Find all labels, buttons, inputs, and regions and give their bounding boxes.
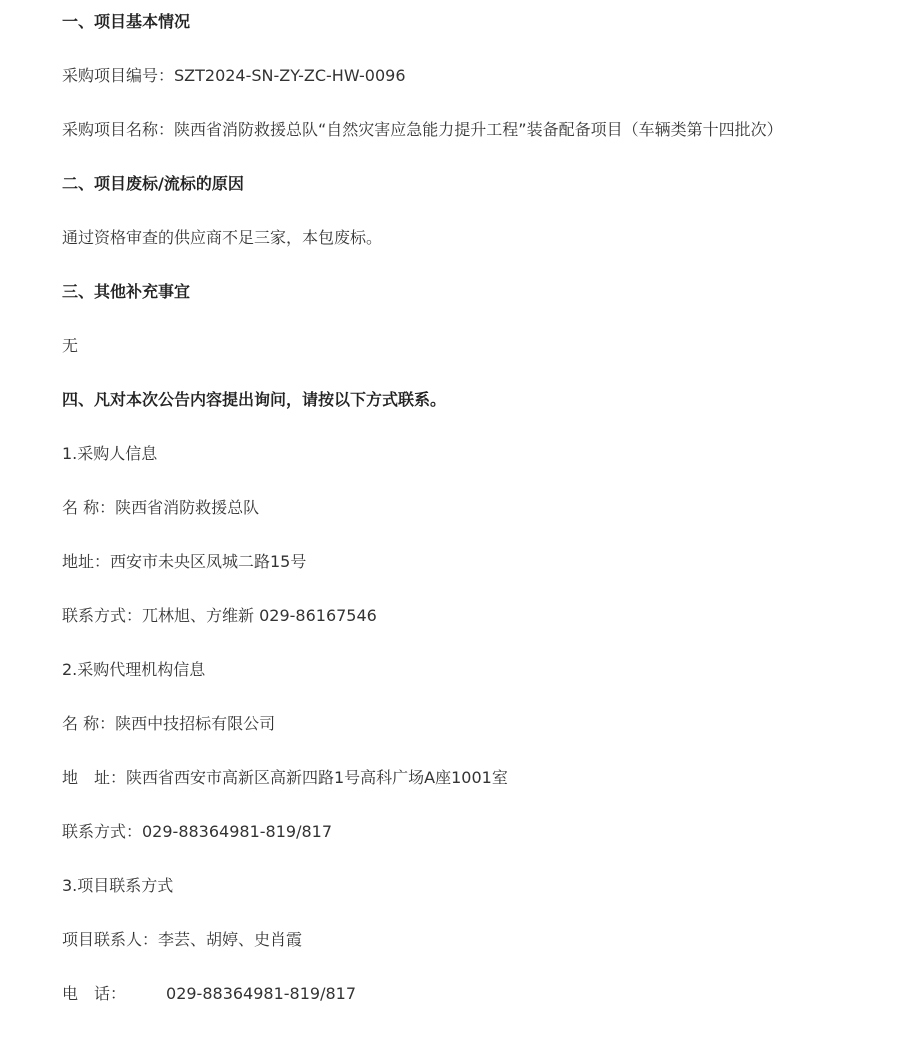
other-text: 无 — [62, 336, 79, 355]
project-contact-phone — [62, 983, 356, 1005]
reason-text: 通过资格审查的供应商不足三家，本包废标。 — [62, 228, 383, 247]
phone-value: 029-88364981-819/817 — [166, 984, 357, 1003]
section-heading-contact: 四、凡对本次公告内容提出询问，请按以下方式联系。 — [62, 390, 447, 409]
agency-title: 2.采购代理机构信息 — [62, 660, 206, 679]
purchaser-title: 1.采购人信息 — [62, 444, 158, 463]
agency-address: 地 址：陕西省西安市高新区高新四路1号高科广场A座1001室 — [62, 768, 508, 787]
section-heading-other: 三、其他补充事宜 — [62, 282, 191, 301]
phone-label: 电 话： — [62, 984, 127, 1003]
purchaser-contact: 联系方式：兀林旭、方维新 029-86167546 — [62, 606, 377, 625]
purchaser-name: 名 称：陕西省消防救援总队 — [62, 498, 260, 517]
section-heading-basic-info: 一、项目基本情况 — [62, 12, 191, 31]
purchaser-address: 地址：西安市未央区凤城二路15号 — [62, 552, 307, 571]
section-heading-reason: 二、项目废标/流标的原因 — [62, 174, 244, 193]
project-contact-title: 3.项目联系方式 — [62, 876, 174, 895]
project-number: 采购项目编号：SZT2024-SN-ZY-ZC-HW-0096 — [62, 66, 406, 85]
project-contact-persons: 项目联系人：李芸、胡婷、史肖霞 — [62, 930, 303, 949]
project-name: 采购项目名称：陕西省消防救援总队“自然灾害应急能力提升工程”装备配备项目（车辆类第十四批次） — [62, 120, 783, 139]
agency-name: 名 称：陕西中技招标有限公司 — [62, 714, 276, 733]
agency-contact: 联系方式：029-88364981-819/817 — [62, 822, 332, 841]
